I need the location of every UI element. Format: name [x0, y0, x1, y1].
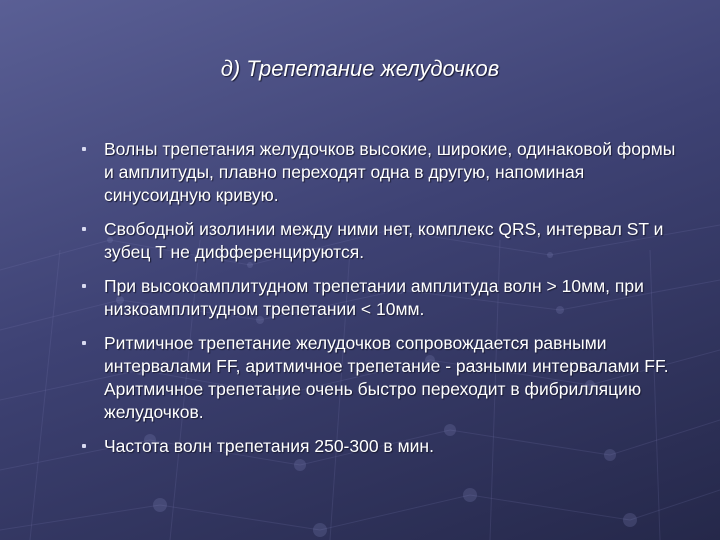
bullet-item	[82, 435, 682, 458]
bullet-marker-icon	[82, 147, 86, 151]
bullet-item	[82, 275, 682, 321]
bullet-list	[82, 138, 682, 469]
bullet-marker-icon	[82, 341, 86, 345]
bullet-text: Ритмичное трепетание желудочков сопровождается равными интервалами FF, аритмичное трепетание - разными интервалами FF. Аритмичное трепетание очень быстро переходит в фибрилляцию желудочков.	[104, 333, 669, 422]
bullet-text: Волны трепетания желудочков высокие, широкие, одинаковой формы и амплитуды, плавно переходят одна в другую, напоминая синусоидную кривую.	[104, 139, 676, 205]
bullet-item	[82, 332, 682, 424]
bullet-text: Частота волн трепетания 250-300 в мин.	[104, 436, 434, 456]
bullet-marker-icon	[82, 227, 86, 231]
bullet-item	[82, 138, 682, 207]
bullet-text: Свободной изолинии между ними нет, комплекс QRS, интервал ST и зубец T не дифференцируются.	[104, 219, 664, 262]
bullet-item	[82, 218, 682, 264]
bullet-marker-icon	[82, 284, 86, 288]
slide-title: д) Трепетание желудочков	[220, 56, 500, 81]
bullet-text: При высокоамплитудном трепетании амплитуда волн > 10мм, при низкоамплитудном трепетании < 10мм.	[104, 276, 644, 319]
bullet-marker-icon	[82, 444, 86, 448]
